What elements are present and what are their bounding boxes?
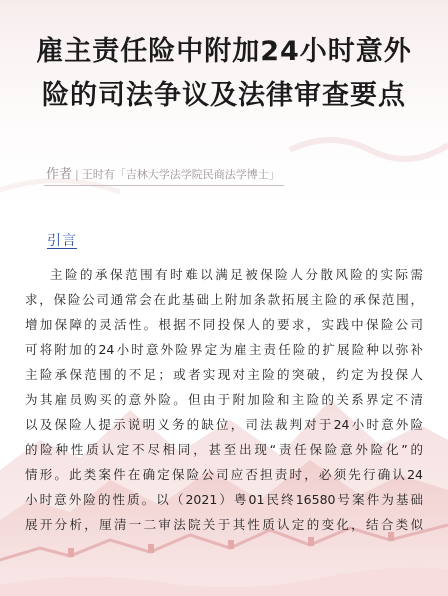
paragraph-line: 的险种性质认定不尽相同，甚至出现“责任保险意外险化”的 [25,442,423,457]
paragraph-line: 为其雇员购买的意外险。但由于附加险和主险的关系界定不清 [25,392,423,407]
paragraph-line: 可将附加的24小时意外险界定为雇主责任险的扩展险种以弥补 [25,342,423,357]
paragraph-line: 求，保险公司通常会在此基础上附加条款拓展主险的承保范围， [25,292,423,307]
article-title-line-2: 险的司法争议及法律审查要点 [42,80,406,111]
byline [46,163,280,182]
byline-separator: | [75,168,79,181]
paragraph-line: 以及保险人提示说明义务的缺位，司法裁判对于24小时意外险 [25,417,423,432]
section-heading-introduction: 引言 [47,233,77,249]
author-name: 王时有 [81,168,115,181]
paragraph-line: 情形。此类案件在确定保险公司应否担责时，必须先行确认24 [25,467,423,482]
paragraph-line: 主险的承保范围有时难以满足被保险人分散风险的实际需 [50,267,423,282]
byline-label: 作者 [46,167,73,182]
paragraph-line: 展开分析，厘清一二审法院关于其性质认定的变化，结合类似 [25,517,423,532]
article-title-line-1: 雇主责任险中附加24小时意外 [36,36,412,67]
paragraph-line: 主险承保范围的不足；或者实现对主险的突破，约定为投保人 [25,367,423,382]
paragraph-line: 增加保障的灵活性。根据不同投保人的要求，实践中保险公司 [25,317,423,332]
paragraph-line: 小时意外险的性质。以（2021）粤01民终16580号案件为基础 [25,492,423,507]
author-affiliation: 「吉林大学法学院民商法学博士」 [114,168,280,181]
byline-underline [44,185,284,186]
